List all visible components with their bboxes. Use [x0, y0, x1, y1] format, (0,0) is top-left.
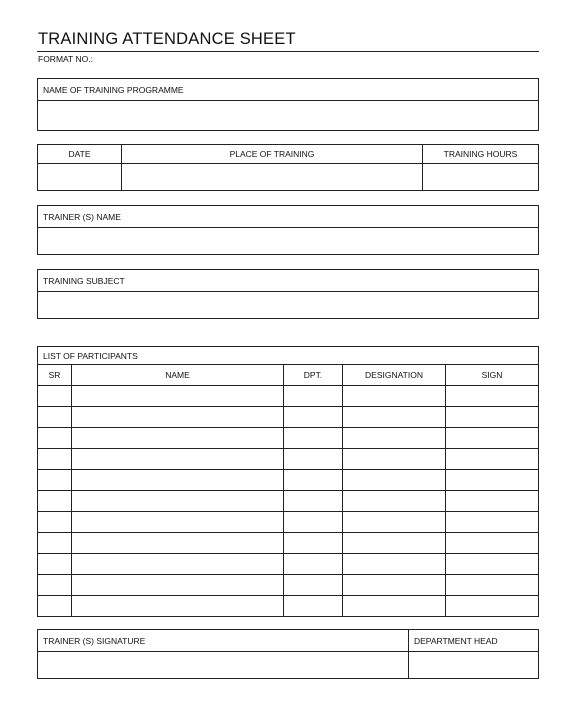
sign-cell[interactable]	[446, 470, 539, 491]
designation-cell[interactable]	[343, 575, 446, 596]
sign-cell[interactable]	[446, 554, 539, 575]
name-cell[interactable]	[72, 596, 284, 617]
table-row	[38, 554, 539, 575]
subject-label: TRAINING SUBJECT	[38, 270, 538, 292]
sr-cell[interactable]	[38, 533, 72, 554]
designation-cell[interactable]	[343, 449, 446, 470]
sr-cell[interactable]	[38, 554, 72, 575]
title-divider	[37, 51, 539, 52]
sign-cell[interactable]	[446, 575, 539, 596]
dept-cell[interactable]	[284, 596, 343, 617]
department-head-field[interactable]	[409, 652, 539, 679]
sr-cell[interactable]	[38, 386, 72, 407]
participants-label: LIST OF PARTICIPANTS	[38, 347, 539, 365]
table-row	[38, 428, 539, 449]
dept-cell[interactable]	[284, 449, 343, 470]
department-head-label: DEPARTMENT HEAD	[409, 630, 539, 652]
dept-cell[interactable]	[284, 533, 343, 554]
dept-cell[interactable]	[284, 386, 343, 407]
table-row	[38, 491, 539, 512]
name-header: NAME	[72, 365, 284, 386]
sr-cell[interactable]	[38, 596, 72, 617]
sr-cell[interactable]	[38, 449, 72, 470]
dept-cell[interactable]	[284, 491, 343, 512]
designation-cell[interactable]	[343, 470, 446, 491]
name-cell[interactable]	[72, 575, 284, 596]
sign-cell[interactable]	[446, 533, 539, 554]
designation-cell[interactable]	[343, 407, 446, 428]
designation-cell[interactable]	[343, 386, 446, 407]
dept-header: DPT.	[284, 365, 343, 386]
schedule-table	[37, 144, 539, 191]
trainer-signature-label: TRAINER (S) SIGNATURE	[38, 630, 409, 652]
table-row	[38, 470, 539, 491]
designation-cell[interactable]	[343, 533, 446, 554]
place-field[interactable]	[122, 164, 423, 191]
subject-field[interactable]	[38, 292, 538, 318]
table-row	[38, 533, 539, 554]
sign-header: SIGN	[446, 365, 539, 386]
table-row	[38, 596, 539, 617]
sign-cell[interactable]	[446, 596, 539, 617]
programme-section	[37, 78, 539, 131]
date-field[interactable]	[38, 164, 122, 191]
table-row	[38, 512, 539, 533]
name-cell[interactable]	[72, 470, 284, 491]
name-cell[interactable]	[72, 491, 284, 512]
designation-cell[interactable]	[343, 428, 446, 449]
sign-cell[interactable]	[446, 428, 539, 449]
dept-cell[interactable]	[284, 470, 343, 491]
sign-cell[interactable]	[446, 449, 539, 470]
designation-cell[interactable]	[343, 596, 446, 617]
name-cell[interactable]	[72, 512, 284, 533]
programme-label: NAME OF TRAINING PROGRAMME	[38, 79, 538, 101]
sr-cell[interactable]	[38, 428, 72, 449]
trainer-signature-field[interactable]	[38, 652, 409, 679]
sign-cell[interactable]	[446, 386, 539, 407]
table-row	[38, 449, 539, 470]
format-number-label: FORMAT NO.:	[38, 54, 93, 64]
programme-field[interactable]	[38, 101, 538, 130]
name-cell[interactable]	[72, 449, 284, 470]
participants-table	[37, 346, 539, 617]
page-title: TRAINING ATTENDANCE SHEET	[38, 30, 296, 48]
designation-header: DESIGNATION	[343, 365, 446, 386]
trainer-section	[37, 205, 539, 255]
sr-cell[interactable]	[38, 512, 72, 533]
trainer-name-label: TRAINER (S) NAME	[38, 206, 538, 228]
designation-cell[interactable]	[343, 554, 446, 575]
sr-cell[interactable]	[38, 407, 72, 428]
sign-cell[interactable]	[446, 512, 539, 533]
date-header: DATE	[38, 145, 122, 164]
subject-section	[37, 269, 539, 319]
sr-cell[interactable]	[38, 491, 72, 512]
table-row	[38, 575, 539, 596]
place-header: PLACE OF TRAINING	[122, 145, 423, 164]
dept-cell[interactable]	[284, 575, 343, 596]
dept-cell[interactable]	[284, 554, 343, 575]
name-cell[interactable]	[72, 407, 284, 428]
sign-cell[interactable]	[446, 491, 539, 512]
sr-header: SR	[38, 365, 72, 386]
dept-cell[interactable]	[284, 407, 343, 428]
sign-cell[interactable]	[446, 407, 539, 428]
designation-cell[interactable]	[343, 491, 446, 512]
dept-cell[interactable]	[284, 512, 343, 533]
table-row	[38, 386, 539, 407]
name-cell[interactable]	[72, 533, 284, 554]
name-cell[interactable]	[72, 386, 284, 407]
dept-cell[interactable]	[284, 428, 343, 449]
trainer-name-field[interactable]	[38, 228, 538, 254]
hours-header: TRAINING HOURS	[423, 145, 539, 164]
sr-cell[interactable]	[38, 575, 72, 596]
sr-cell[interactable]	[38, 470, 72, 491]
table-row	[38, 407, 539, 428]
name-cell[interactable]	[72, 428, 284, 449]
hours-field[interactable]	[423, 164, 539, 191]
name-cell[interactable]	[72, 554, 284, 575]
designation-cell[interactable]	[343, 512, 446, 533]
signature-table	[37, 629, 539, 679]
